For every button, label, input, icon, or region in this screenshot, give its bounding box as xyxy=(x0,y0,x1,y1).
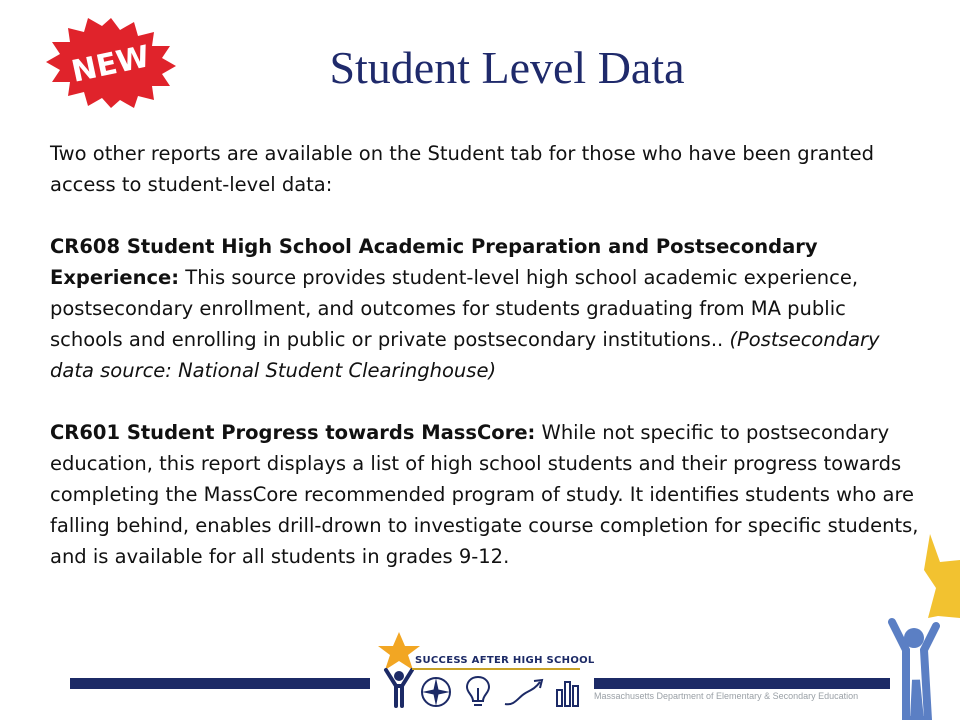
growth-arrow-icon xyxy=(502,676,546,708)
footer-bar-left xyxy=(70,678,370,689)
logo-underline xyxy=(412,668,580,670)
cr601-heading: CR601 Student Progress towards MassCore: xyxy=(50,421,536,444)
content-body xyxy=(50,138,920,572)
logo-text: SUCCESS AFTER HIGH SCHOOL xyxy=(415,655,595,666)
cr601-paragraph xyxy=(50,417,920,572)
cr608-paragraph xyxy=(50,231,920,386)
intro-paragraph: Two other reports are available on the Student tab for those who have been granted access to student-level data: xyxy=(50,142,875,196)
badge-label: NEW xyxy=(68,39,153,90)
compass-icon xyxy=(418,674,454,710)
footer-credit: Massachusetts Department of Elementary & Secondary Education xyxy=(594,691,859,701)
bar-chart-icon xyxy=(554,676,582,708)
lightbulb-icon xyxy=(464,674,492,710)
page-title: Student Level Data xyxy=(329,42,685,93)
figure-holding-star-icon xyxy=(884,530,960,720)
cr608-body: This source provides student-level high school academic experience, postsecondary enrollment, and outcomes for students graduating from MA public schools and enrolling in public or private postsecondary institutions.. xyxy=(50,266,859,351)
cr608-heading: CR608 Student High School Academic Preparation and Postsecondary Experience: xyxy=(50,235,818,289)
footer-bar-right xyxy=(594,678,890,689)
cr608-note: (Postsecondary data source: National Student Clearinghouse) xyxy=(50,328,880,382)
cr601-body: While not specific to postsecondary education, this report displays a list of high school students and their progress towards completing the MassCore recommended program of study. It identifies students who are falling behind, enables drill-drown to investigate course completion for specific students, and is available for all students in grades 9-12. xyxy=(50,421,919,568)
